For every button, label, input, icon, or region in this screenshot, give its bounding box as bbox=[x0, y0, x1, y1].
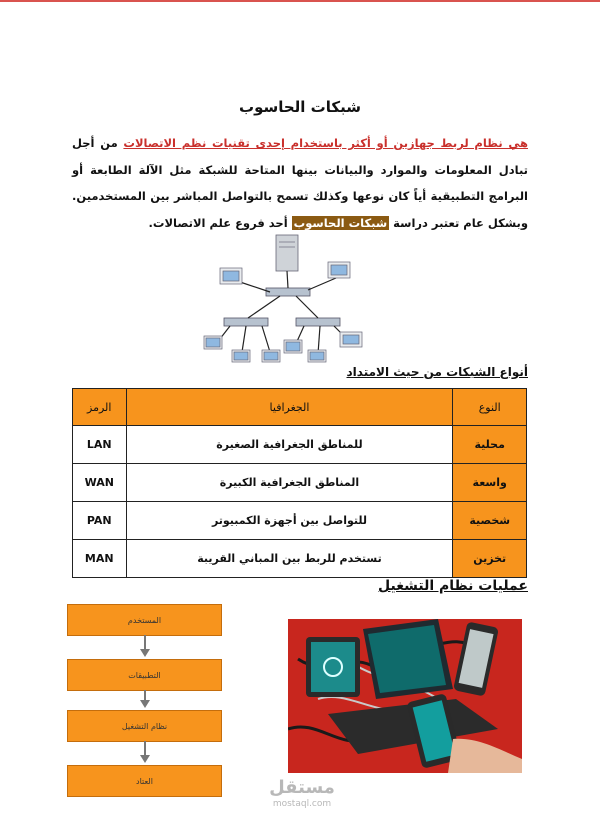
header-geo: الجغرافيا bbox=[126, 389, 453, 426]
flow-step-user: المستخدم bbox=[67, 604, 222, 636]
network-types-table bbox=[72, 388, 527, 578]
intro-paragraph bbox=[72, 130, 528, 236]
code-cell: LAN bbox=[73, 426, 127, 464]
flow-step-hardware: العتاد bbox=[67, 765, 222, 797]
header-code: الرمز bbox=[73, 389, 127, 426]
switch-icon bbox=[296, 318, 340, 326]
network-types-heading: أنواع الشبكات من حيث الامتداد bbox=[346, 365, 528, 379]
type-cell: واسعة bbox=[453, 464, 527, 502]
os-flow-diagram bbox=[67, 604, 222, 794]
code-cell: WAN bbox=[73, 464, 127, 502]
table-row bbox=[73, 540, 527, 578]
devices-illustration-image bbox=[288, 619, 522, 773]
geo-cell: تستخدم للربط بين المباني القريبة bbox=[126, 540, 453, 578]
table-row bbox=[73, 464, 527, 502]
network-diagram-image bbox=[200, 232, 378, 364]
table-header-row bbox=[73, 389, 527, 426]
geo-cell: للمناطق الجغرافية الصغيرة bbox=[126, 426, 453, 464]
switch-icon bbox=[224, 318, 268, 326]
tablet-icon bbox=[306, 637, 360, 697]
watermark-url: mostaql.com bbox=[272, 799, 332, 809]
watermark-logo bbox=[262, 778, 342, 818]
page-title: شبكات الحاسوب bbox=[239, 98, 361, 116]
geo-cell: للتواصل بين أجهزة الكمبيوتر bbox=[126, 502, 453, 540]
code-cell: MAN bbox=[73, 540, 127, 578]
table-row bbox=[73, 502, 527, 540]
switch-icon bbox=[266, 288, 310, 296]
server-icon bbox=[276, 235, 298, 271]
os-operations-heading: عمليات نظام التشغيل bbox=[378, 578, 528, 594]
type-cell: شخصية bbox=[453, 502, 527, 540]
down-arrow-icon bbox=[140, 700, 150, 708]
table-row bbox=[73, 426, 527, 464]
paragraph-end: أحد فروع علم الاتصالات. bbox=[148, 215, 292, 230]
type-cell: تخزين bbox=[453, 540, 527, 578]
flow-step-applications: التطبيقات bbox=[67, 659, 222, 691]
definition-text: هي نظام لربط جهازين أو أكثر باستخدام إحدى تقنيات نظم الاتصالات bbox=[123, 136, 528, 150]
watermark-text: مستقل bbox=[269, 777, 335, 798]
computer-icon bbox=[204, 262, 362, 362]
paragraph-body: من أجل تبادل المعلومات والموارد والبيانات بينها المتاحة للشبكة مثل الآلة الطابعة أو البرامج التطبيقية أياً كان نوعها وكذلك تسمح بالتواصل المباشر بين المستخدمين. وبشكل عام تعتبر دراسة bbox=[72, 136, 528, 230]
top-accent-line bbox=[0, 0, 600, 2]
highlighted-term: شبكات الحاسوب bbox=[293, 215, 388, 230]
flow-step-os: نظام التشغيل bbox=[67, 710, 222, 742]
geo-cell: المناطق الجغرافية الكبيرة bbox=[126, 464, 453, 502]
down-arrow-icon bbox=[140, 649, 150, 657]
type-cell: محلية bbox=[453, 426, 527, 464]
code-cell: PAN bbox=[73, 502, 127, 540]
down-arrow-icon bbox=[140, 755, 150, 763]
header-type: النوع bbox=[453, 389, 527, 426]
